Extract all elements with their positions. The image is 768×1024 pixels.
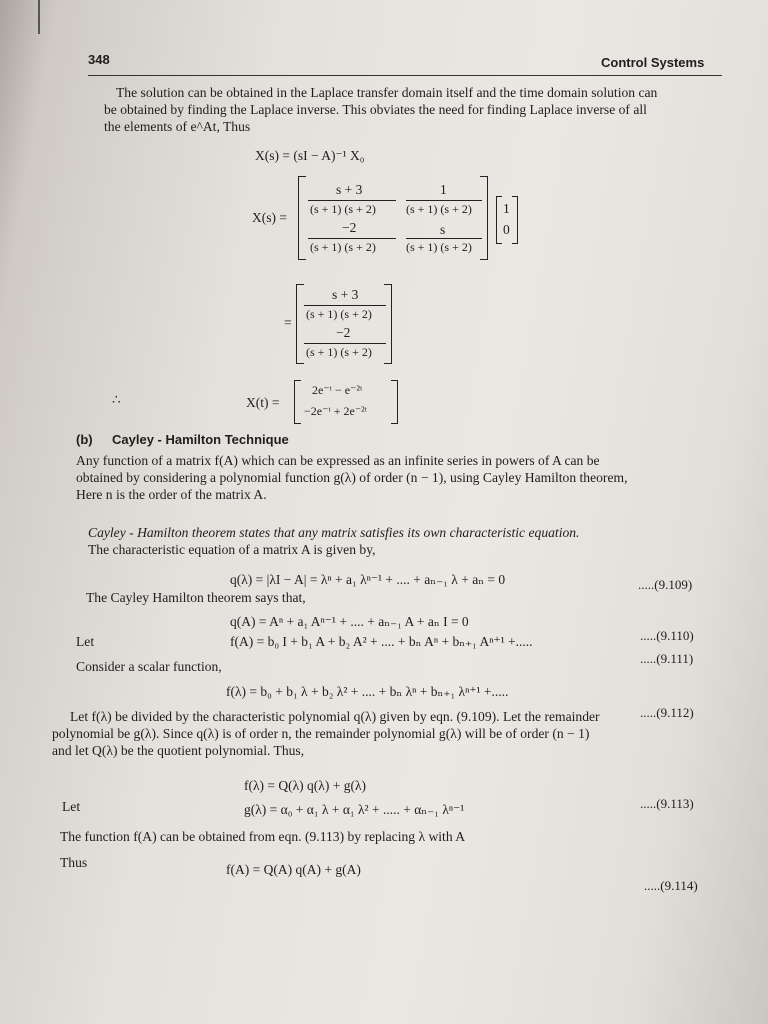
scalar-function-intro: Consider a scalar function, (76, 659, 222, 674)
matrix-entry: s + 3 (336, 182, 363, 197)
vector-entry: s + 3 (332, 287, 359, 302)
page-binding-edge (38, 0, 40, 34)
equation-xs-equals: = (284, 315, 292, 330)
equation-number: .....(9.109) (638, 577, 693, 592)
vector-entry: (s + 1) (s + 2) (306, 307, 372, 321)
intro-line: the elements of e^At, Thus (104, 119, 251, 134)
intro-paragraph (104, 84, 724, 135)
division-paragraph (52, 708, 720, 759)
xt-vector (294, 380, 398, 424)
matrix-entry: (s + 1) (s + 2) (406, 202, 472, 216)
equation-xt-lhs: X(t) = (246, 395, 280, 410)
page-number: 348 (88, 52, 110, 67)
transfer-matrix (298, 176, 488, 260)
equation-number: .....(9.113) (640, 796, 694, 811)
paragraph-line: polynomial be g(λ). Since q(λ) is of order n, the remainder polynomial g(λ) will be of order (n − 1) (52, 726, 590, 741)
equation-9-114: f(A) = Q(A) q(A) + g(A) (226, 862, 361, 877)
vector-entry: −2e⁻ᵗ + 2e⁻²ᵗ (304, 404, 368, 418)
vector-entry: 0 (503, 222, 510, 237)
xs-result-vector (296, 284, 392, 364)
book-title: Control Systems (601, 55, 705, 70)
thus-label: Thus (60, 855, 88, 870)
theorem-statement: Cayley - Hamilton theorem states that any matrix satisfies its own characteristic equation. (88, 525, 580, 540)
paragraph-line: and let Q(λ) be the quotient polynomial. Thus, (52, 743, 305, 758)
matrix-entry: (s + 1) (s + 2) (310, 240, 376, 254)
section-title: Cayley - Hamilton Technique (112, 432, 289, 447)
equation-number: .....(9.111) (640, 651, 694, 666)
matrix-entry: (s + 1) (s + 2) (310, 202, 376, 216)
matrix-entry: s (440, 222, 446, 237)
matrix-entry: 1 (440, 182, 447, 197)
equation-9-110: f(A) = b₀ I + b₁ A + b₂ A² + .... + bₙ Aⁿ + bₙ₊₁ Aⁿ⁺¹ +..... (230, 634, 533, 649)
initial-state-vector (496, 196, 518, 244)
header-rule (88, 75, 722, 76)
replacement-sentence: The function f(A) can be obtained from eqn. (9.113) by replacing λ with A (60, 829, 466, 844)
section-label: (b) (76, 432, 93, 447)
vector-entry: −2 (336, 325, 351, 340)
equation-9-113: g(λ) = α₀ + α₁ λ + α₁ λ² + ..... + αₙ₋₁ λⁿ⁻¹ (244, 802, 465, 817)
intro-line: be obtained by finding the Laplace inverse. This obviates the need for finding Laplace inverse of all (104, 102, 647, 117)
equation-xs-inverse: X(s) = (sI − A)⁻¹ X₀ (255, 148, 365, 163)
vector-entry: 2e⁻ᵗ − e⁻²ᵗ (312, 383, 363, 397)
cayley-hamilton-paragraph (76, 452, 716, 503)
let-label: Let (62, 799, 81, 814)
cayley-hamilton-says: The Cayley Hamilton theorem says that, (86, 590, 306, 605)
characteristic-intro: The characteristic equation of a matrix A is given by, (88, 542, 376, 557)
vector-entry: 1 (503, 201, 510, 216)
paragraph-line: obtained by considering a polynomial function g(λ) of order (n − 1), using Cayley Hamilton theorem, (76, 470, 628, 485)
equation-number: .....(9.112) (640, 705, 694, 720)
paragraph-line: Here n is the order of the matrix A. (76, 487, 267, 502)
equation-qa: q(A) = Aⁿ + a₁ Aⁿ⁻¹ + .... + aₙ₋₁ A + aₙ I = 0 (230, 614, 469, 629)
intro-line: The solution can be obtained in the Laplace transfer domain itself and the time domain solution can (116, 85, 658, 100)
let-label: Let (76, 634, 95, 649)
equation-9-112: f(λ) = b₀ + b₁ λ + b₂ λ² + .... + bₙ λⁿ + bₙ₊₁ λⁿ⁺¹ +..... (226, 684, 509, 699)
equation-number: .....(9.110) (640, 628, 694, 643)
therefore-symbol: ∴ (112, 392, 121, 407)
paragraph-line: Let f(λ) be divided by the characteristic polynomial q(λ) given by eqn. (9.109). Let the remainder (70, 709, 600, 724)
equation-f-lambda: f(λ) = Q(λ) q(λ) + g(λ) (244, 778, 366, 793)
equation-9-109: q(λ) = |λI − A| = λⁿ + a₁ λⁿ⁻¹ + .... + aₙ₋₁ λ + aₙ = 0 (230, 572, 506, 587)
equation-xs-lhs: X(s) = (252, 210, 287, 225)
equation-number: .....(9.114) (644, 878, 698, 893)
matrix-entry: (s + 1) (s + 2) (406, 240, 472, 254)
paragraph-line: Any function of a matrix f(A) which can be expressed as an infinite series in powers of A can be (76, 453, 600, 468)
vector-entry: (s + 1) (s + 2) (306, 345, 372, 359)
matrix-entry: −2 (342, 220, 357, 235)
